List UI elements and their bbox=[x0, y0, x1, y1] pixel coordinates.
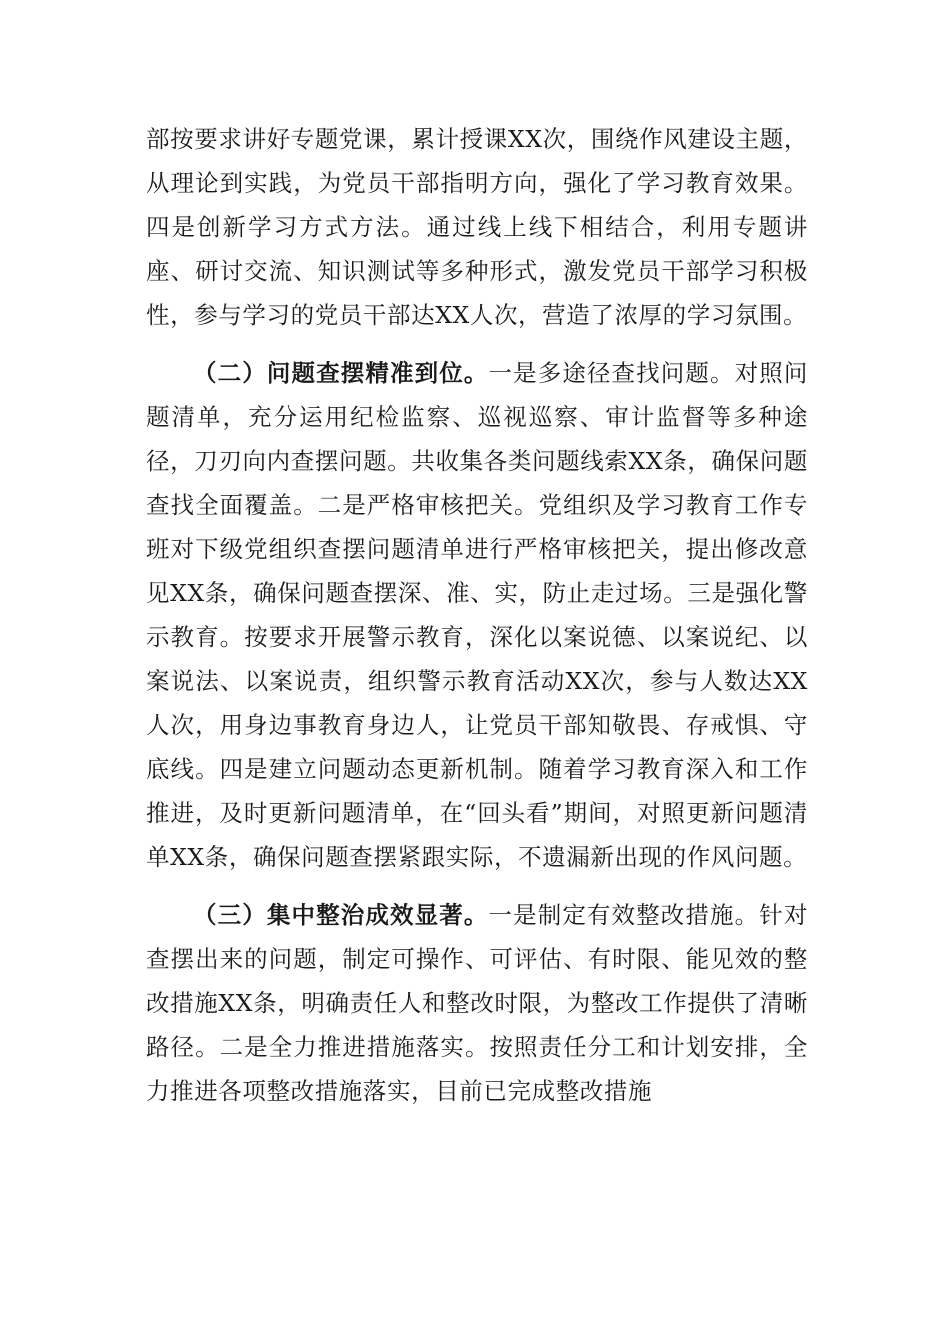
paragraph-text: 部按要求讲好专题党课，累计授课XX次，围绕作风建设主题，从理论到实践，为党员干部指明方向，强化了学习教育效果。四是创新学习方式方法。通过线上线下相结合，利用专题讲座、研讨交流、知识测试等多种形式，激发党员干部学习积极性，参与学习的党员干部达XX人次，营造了浓厚的学习氛围。 bbox=[146, 125, 808, 329]
section-heading-3: （三）集中整治成效显著。 bbox=[193, 901, 489, 929]
paragraph-text: 一是制定有效整改措施。针对查摆出来的问题，制定可操作、可评估、有时限、能见效的整改措施XX条，明确责任人和整改时限，为整改工作提供了清晰路径。二是全力推进措施落实。按照责任分工和计划安排，全力推进各项整改措施落实，目前已完成整改措施 bbox=[146, 901, 808, 1105]
section-heading-2: （二）问题查摆精准到位。 bbox=[193, 359, 489, 387]
document-body bbox=[146, 117, 808, 1113]
paragraph-learning-methods bbox=[146, 117, 808, 337]
paragraph-rectification bbox=[146, 893, 808, 1113]
paragraph-problem-identification bbox=[146, 351, 808, 879]
paragraph-text: 一是多途径查找问题。对照问题清单，充分运用纪检监察、巡视巡察、审计监督等多种途径，刀刃向内查摆问题。共收集各类问题线索XX条，确保问题查找全面覆盖。二是严格审核把关。党组织及学习教育工作专班对下级党组织查摆问题清单进行严格审核把关，提出修改意见XX条，确保问题查摆深、准、实，防止走过场。三是强化警示教育。按要求开展警示教育，深化以案说德、以案说纪、以案说法、以案说责，组织警示教育活动XX次，参与人数达XX人次，用身边事教育身边人，让党员干部知敬畏、存戒惧、守底线。四是建立问题动态更新机制。随着学习教育深入和工作推进，及时更新问题清单，在“回头看”期间，对照更新问题清单XX条，确保问题查摆紧跟实际，不遗漏新出现的作风问题。 bbox=[146, 359, 808, 871]
